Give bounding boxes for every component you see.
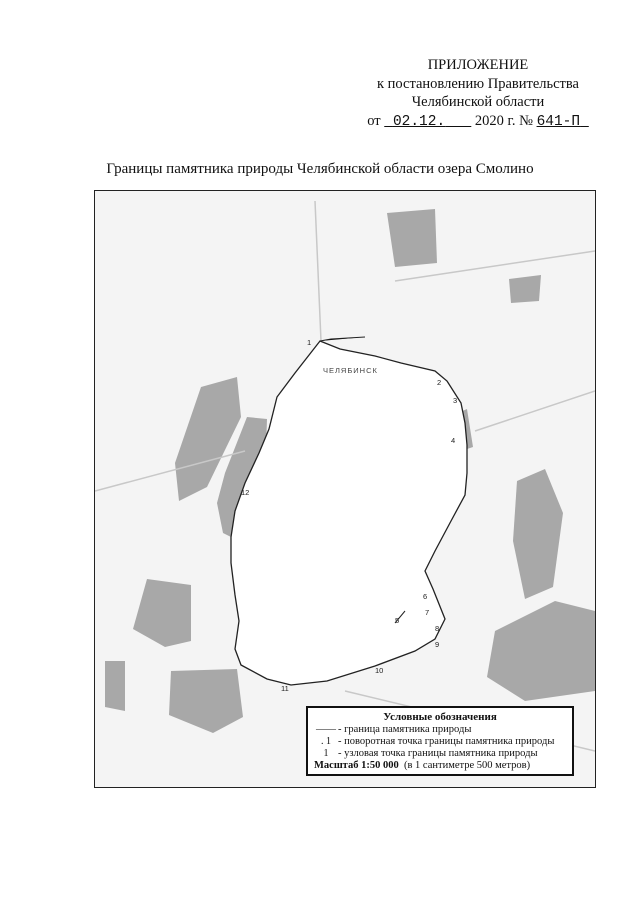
built-area-right-edge bbox=[513, 469, 563, 599]
legend-symbol: —— bbox=[316, 724, 336, 735]
legend-symbol: 1 bbox=[323, 748, 329, 759]
boundary-point-3: 3 bbox=[453, 396, 458, 405]
legend-text: - граница памятника природы bbox=[338, 724, 472, 735]
boundary-point-8: 8 bbox=[435, 624, 440, 633]
document-header bbox=[360, 56, 596, 131]
built-area-right-small bbox=[509, 275, 541, 303]
built-area-bottom-right bbox=[487, 601, 595, 701]
built-area-top-right bbox=[387, 209, 437, 267]
legend-symbol: . 1 bbox=[321, 736, 331, 747]
scale-note: (в 1 сантиметре 500 метров) bbox=[403, 760, 531, 771]
boundary-point-9: 9 bbox=[435, 640, 440, 649]
date-prefix: от bbox=[367, 112, 381, 129]
boundary-point-2: 2 bbox=[437, 378, 442, 387]
number-value: 641-П bbox=[536, 113, 581, 130]
built-area-southwest bbox=[169, 669, 243, 733]
boundary-point-6: 6 bbox=[423, 592, 428, 601]
map-scale bbox=[314, 760, 566, 772]
boundary-point-5: 5 bbox=[395, 616, 400, 625]
region-name: Челябинской области bbox=[411, 94, 545, 110]
built-area-west-lower bbox=[133, 579, 191, 647]
boundary-point-10: 10 bbox=[375, 666, 384, 675]
city-label: ЧЕЛЯБИНСК bbox=[323, 366, 378, 375]
map-title: Границы памятника природы Челябинской области озера Смолино bbox=[106, 161, 534, 177]
legend-item-node-point bbox=[314, 748, 566, 760]
built-area-bottom-left bbox=[105, 661, 125, 711]
map-legend bbox=[306, 706, 574, 776]
year-text: 2020 г. № bbox=[474, 112, 533, 129]
map-frame bbox=[94, 190, 596, 788]
legend-item-turn-point bbox=[314, 736, 566, 748]
legend-text: - узловая точка границы памятника природы bbox=[338, 748, 538, 759]
appendix-label: ПРИЛОЖЕНИЕ bbox=[427, 57, 529, 73]
legend-text: - поворотная точка границы памятника природы bbox=[338, 736, 555, 747]
boundary-point-12: 12 bbox=[241, 488, 250, 497]
boundary-point-7: 7 bbox=[425, 608, 430, 617]
resolution-ref: к постановлению Правительства bbox=[377, 75, 579, 92]
date-value: 02.12. bbox=[392, 113, 446, 130]
legend-item-boundary bbox=[314, 724, 566, 736]
boundary-point-11: 11 bbox=[281, 684, 289, 693]
scale-label: Масштаб 1:50 000 bbox=[314, 760, 399, 771]
legend-title: Условные обозначения bbox=[383, 711, 497, 723]
map-canvas bbox=[95, 191, 595, 787]
boundary-point-1: 1 bbox=[307, 338, 312, 347]
lake-smolino bbox=[231, 341, 467, 685]
date-number-line bbox=[360, 112, 596, 132]
boundary-point-4: 4 bbox=[451, 436, 456, 445]
